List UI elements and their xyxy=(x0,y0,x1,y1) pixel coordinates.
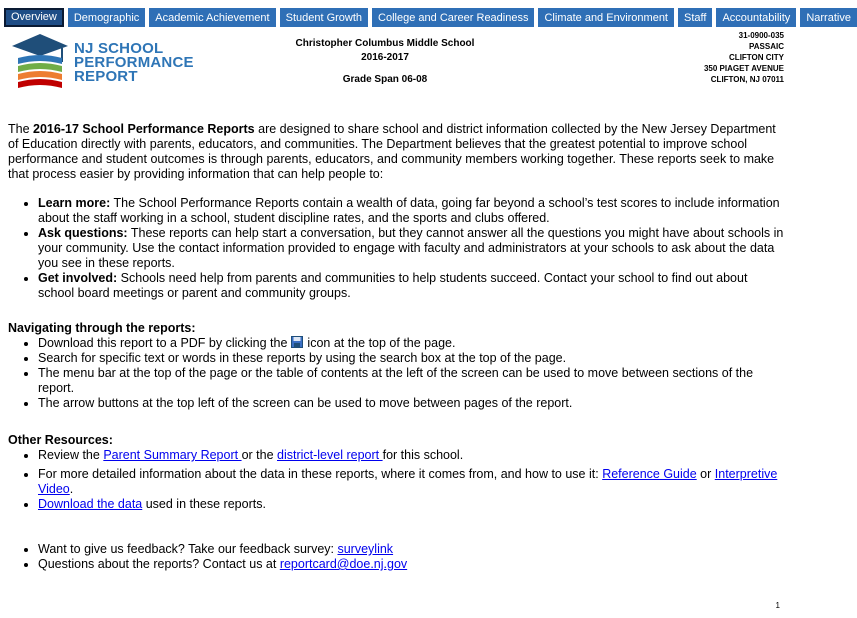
bullet-text: Schools need help from parents and communities to help students succeed. Contact your school to find out about school board meetings or parent and community groups. xyxy=(38,271,748,300)
tab-demographic[interactable]: Demographic xyxy=(68,8,145,27)
tab-college-and-career-readiness[interactable]: College and Career Readiness xyxy=(372,8,534,27)
list-item xyxy=(38,542,784,557)
tab-academic-achievement[interactable]: Academic Achievement xyxy=(149,8,275,27)
res-text: or xyxy=(696,467,715,481)
list-item xyxy=(38,467,784,497)
list-item: • Search for specific text or words in these reports by using the search box at the top of the page. xyxy=(38,351,784,366)
logo-line-1: NJ SCHOOL xyxy=(74,40,164,57)
logo-line-2: PERFORMANCE xyxy=(74,54,194,71)
res-text: or the xyxy=(241,448,277,462)
tab-staff[interactable]: Staff xyxy=(678,8,712,27)
overview-content xyxy=(8,122,784,572)
list-item xyxy=(38,336,784,351)
tab-climate-and-environment[interactable]: Climate and Environment xyxy=(538,8,674,27)
nav-item-text: icon at the top of the page. xyxy=(307,336,456,350)
city-state-zip: CLIFTON, NJ 07011 xyxy=(710,75,784,84)
list-item xyxy=(38,196,784,226)
street: 350 PIAGET AVENUE xyxy=(703,64,784,73)
list-item xyxy=(38,448,784,463)
district: CLIFTON CITY xyxy=(729,53,784,62)
bullet-bold: Learn more: xyxy=(38,196,111,210)
intro-paragraph xyxy=(8,122,784,182)
school-code: 31-0900-035 xyxy=(738,31,784,40)
list-item xyxy=(38,226,784,271)
page-number: 1 xyxy=(775,601,780,610)
intro-after: are designed to share school and district information collected by the New Jersey Department of Education directly with parents, educators, and communities. The Department believes that the greatest potential to improve school performance and student outcomes is through parents, educators, and community members working together. These reports seek to make that process easier by providing information that can help people to: xyxy=(8,122,776,181)
res-text: For more detailed information about the data in these reports, where it comes from, and how to use it: xyxy=(38,467,603,481)
bullet-bold: Ask questions: xyxy=(38,226,128,240)
logo-text xyxy=(74,42,194,84)
county: PASSAIC xyxy=(749,42,784,51)
list-item xyxy=(38,497,784,512)
intro-before: The xyxy=(8,122,34,136)
interpretive-video-link[interactable]: Interpretive Video xyxy=(38,467,778,496)
feedback-list xyxy=(8,542,784,572)
nav-tabs xyxy=(4,8,857,27)
reference-guide-link[interactable]: Reference Guide xyxy=(602,467,697,481)
resources-list xyxy=(8,448,784,512)
list-item: • The arrow buttons at the top left of the screen can be used to move between pages of the report. xyxy=(38,396,784,411)
bullet-bold: Get involved: xyxy=(38,271,118,285)
list-item xyxy=(38,557,784,572)
contact-text: Questions about the reports? Contact us at xyxy=(38,557,280,571)
navigating-list xyxy=(8,336,784,411)
tab-narrative[interactable]: Narrative xyxy=(800,8,857,27)
res-text: . xyxy=(69,482,74,496)
tab-accountability[interactable]: Accountability xyxy=(716,8,796,27)
list-item: • The menu bar at the top of the page or the table of contents at the left of the screen can be used to move between sections of the report. xyxy=(38,366,784,396)
download-data-link[interactable]: Download the data xyxy=(38,497,143,511)
contact-email-link[interactable]: reportcard@doe.nj.gov xyxy=(279,557,408,571)
tab-student-growth[interactable]: Student Growth xyxy=(280,8,368,27)
intro-bold: 2016-17 School Performance Reports xyxy=(33,122,255,136)
grade-span: Grade Span 06-08 xyxy=(342,74,428,85)
survey-link[interactable]: surveylink xyxy=(337,542,394,556)
logo-line-3: REPORT xyxy=(74,68,138,85)
bullet-text: These reports can help start a conversation, but they cannot answer all the questions you might have about schools in your community. Use the contact information provided to engage with faculty and administrators at your schools to ask about the data you see in these reports. xyxy=(38,226,784,270)
nj-spr-logo xyxy=(10,32,194,90)
logo-books-icon xyxy=(10,32,70,90)
res-text: Review the xyxy=(38,448,104,462)
school-name: Christopher Columbus Middle School xyxy=(295,38,475,49)
nav-item-text: Download this report to a PDF by clicking the xyxy=(38,336,288,350)
list-item xyxy=(38,271,784,301)
district-report-link[interactable]: district-level report xyxy=(277,448,383,462)
parent-summary-link[interactable]: Parent Summary Report xyxy=(103,448,242,462)
purpose-list xyxy=(8,196,784,301)
navigating-heading: Navigating through the reports: xyxy=(8,321,196,335)
resources-heading: Other Resources: xyxy=(8,433,113,447)
school-year: 2016-2017 xyxy=(361,52,409,63)
bullet-text: The School Performance Reports contain a wealth of data, going far beyond a school’s test scores to include information about the staff working in a school, student discipline rates, and the sports and clubs offered. xyxy=(38,196,780,225)
school-address xyxy=(704,30,784,85)
res-text: for this school. xyxy=(382,448,464,462)
feedback-text: Want to give us feedback? Take our feedback survey: xyxy=(38,542,338,556)
tab-overview[interactable]: Overview xyxy=(4,8,64,27)
pdf-download-icon[interactable] xyxy=(291,336,303,348)
res-text: used in these reports. xyxy=(142,497,266,511)
